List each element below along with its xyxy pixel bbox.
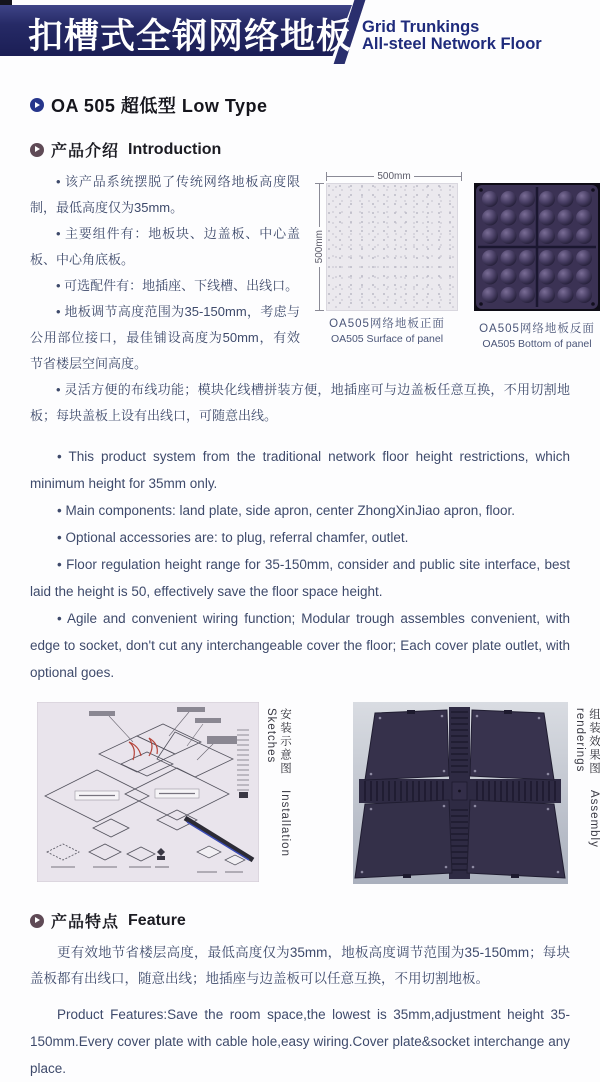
bottom-caption-en: OA505 Bottom of panel (482, 338, 592, 350)
dimension-label-left: 500mm (313, 230, 325, 264)
cn-bullet-3: • 可选配件有：地插座、下线槽、出线口。 (30, 273, 300, 299)
assembly-rendering-caption (574, 708, 600, 884)
feature-paragraphs (30, 940, 570, 1082)
intro-columns (30, 169, 595, 377)
diagram-row (37, 702, 600, 889)
dimension-line-left (312, 183, 326, 311)
surface-panel-photo (326, 183, 458, 311)
assembly-rendering-image (353, 702, 568, 884)
intro-bullet-5-wrap (30, 377, 570, 429)
play-circle-icon (30, 914, 44, 928)
product-heading (30, 92, 600, 118)
feature-para-cn: 更有效地节省楼层高度，最低高度仅为35mm，地板高度调节范围为35-150mm；每块盖板都有出线口，随意出线；地插座与边盖板可以任意互换，不用切割地板。 (30, 945, 570, 986)
en-bullet-1: • This product system from the traditional network floor height restrictions, which minimum height for 35mm only. (30, 443, 570, 497)
cn-bullet-5: • 灵活方便的布线功能；模块化线槽拼装方便，地插座可与边盖板任意互换，不用切割地板；每块盖板上设有出线口，可随意出线。 (30, 377, 570, 429)
intro-section-header (30, 138, 600, 161)
cn-bullet-2: • 主要组件有：地板块、边盖板、中心盖板、中心角底板。 (30, 221, 300, 273)
intro-heading-en: Introduction (128, 140, 222, 158)
play-circle-icon (30, 98, 44, 112)
en-bullet-4: • Floor regulation height range for 35-150mm, consider and public site interface, best laid the height is 50, effectively save the floor space height. (30, 551, 570, 605)
feature-para-en: Product Features:Save the room space,the lowest is 35mm,adjustment height 35-150mm.Every cover plate with cable hole,easy wiring.Cover plate&socket interchange any place. (30, 1007, 570, 1076)
dimension-line-top (326, 169, 462, 183)
feature-heading-en: Feature (128, 911, 186, 929)
feature-section-header (30, 909, 600, 932)
feature-heading-cn: 产品特点 (51, 914, 120, 931)
header-title-en (362, 19, 542, 53)
intro-heading-cn: 产品介绍 (51, 143, 120, 160)
play-circle-icon (30, 143, 44, 157)
header-title-cn: 扣槽式全钢网络地板 (28, 17, 353, 56)
cn-bullet-4: • 地板调节高度范围为35-150mm，考虑与公用部位接口，最佳铺设高度为50mm，有效节省楼层空间高度。 (30, 299, 300, 377)
assembly-caption-cn: 组装效果图 (588, 708, 600, 776)
product-heading-label: OA 505 超低型 Low Type (51, 96, 268, 116)
installation-sketch-image (37, 702, 259, 882)
en-bullet-3: • Optional accessories are: to plug, referral chamfer, outlet. (30, 524, 570, 551)
en-bullet-2: • Main components: land plate, side apron, center ZhongXinJiao apron, floor. (30, 497, 570, 524)
cn-bullet-1: • 该产品系统摆脱了传统网络地板高度限制，最低高度仅为35mm。 (30, 169, 300, 221)
intro-bullets-cn (30, 169, 300, 377)
assembly-rendering-figure (353, 702, 568, 889)
bottom-caption-cn: OA505网络地板反面 (479, 323, 595, 335)
assembly-caption-en: Assembly renderings (574, 708, 600, 848)
product-figures (300, 169, 600, 377)
dimension-label-top: 500mm (377, 170, 411, 182)
page-header (0, 0, 600, 66)
surface-caption-en: OA505 Surface of panel (330, 333, 444, 345)
installation-caption-cn: 安装示意图 (279, 708, 291, 776)
surface-caption-cn: OA505网络地板正面 (329, 318, 445, 330)
installation-caption-en: Installation Sketches (265, 708, 291, 857)
en-bullet-5: • Agile and convenient wiring function; Modular trough assembles convenient, with edge to socket, don't cut any interchangeable cover the floor; Each cover plate outlet, with optional goes. (30, 605, 570, 686)
figure-bottom-panel (474, 169, 600, 351)
header-title-en-line1: Grid Trunkings (362, 18, 480, 36)
installation-sketch-caption (265, 708, 293, 884)
figure-surface-panel (312, 169, 462, 351)
header-title-en-line2: All-steel Network Floor (362, 35, 542, 53)
intro-bullets-en (30, 443, 570, 686)
bottom-panel-photo (474, 183, 600, 311)
installation-sketch-figure (37, 702, 259, 889)
